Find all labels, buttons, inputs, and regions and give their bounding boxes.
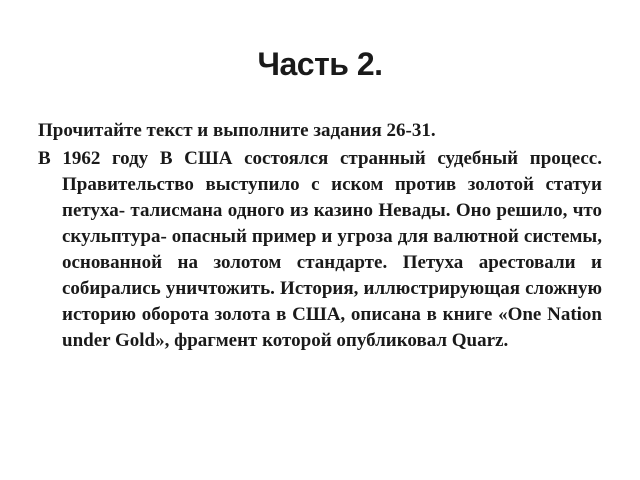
task-instruction: Прочитайте текст и выполните задания 26-31. — [38, 120, 436, 141]
reading-text-paragraph: В 1962 году В США состоялся странный судебный процесс. Правительство выступило с иском против золотой статуи петуха- талисмана одного из казино Невады. Оно решило, что скульптура- опасный пример и угроза для валютной системы, основанной на золотом стандарте. Петуха арестовали и собирались уничтожить. История, иллюстрирующая сложную историю оборота золота в США, описана в книге «One Nation under Gold», фрагмент которой опубликовал Quarz. — [38, 148, 602, 351]
slide-title: Часть 2. — [257, 46, 383, 82]
slide-content — [38, 118, 602, 354]
